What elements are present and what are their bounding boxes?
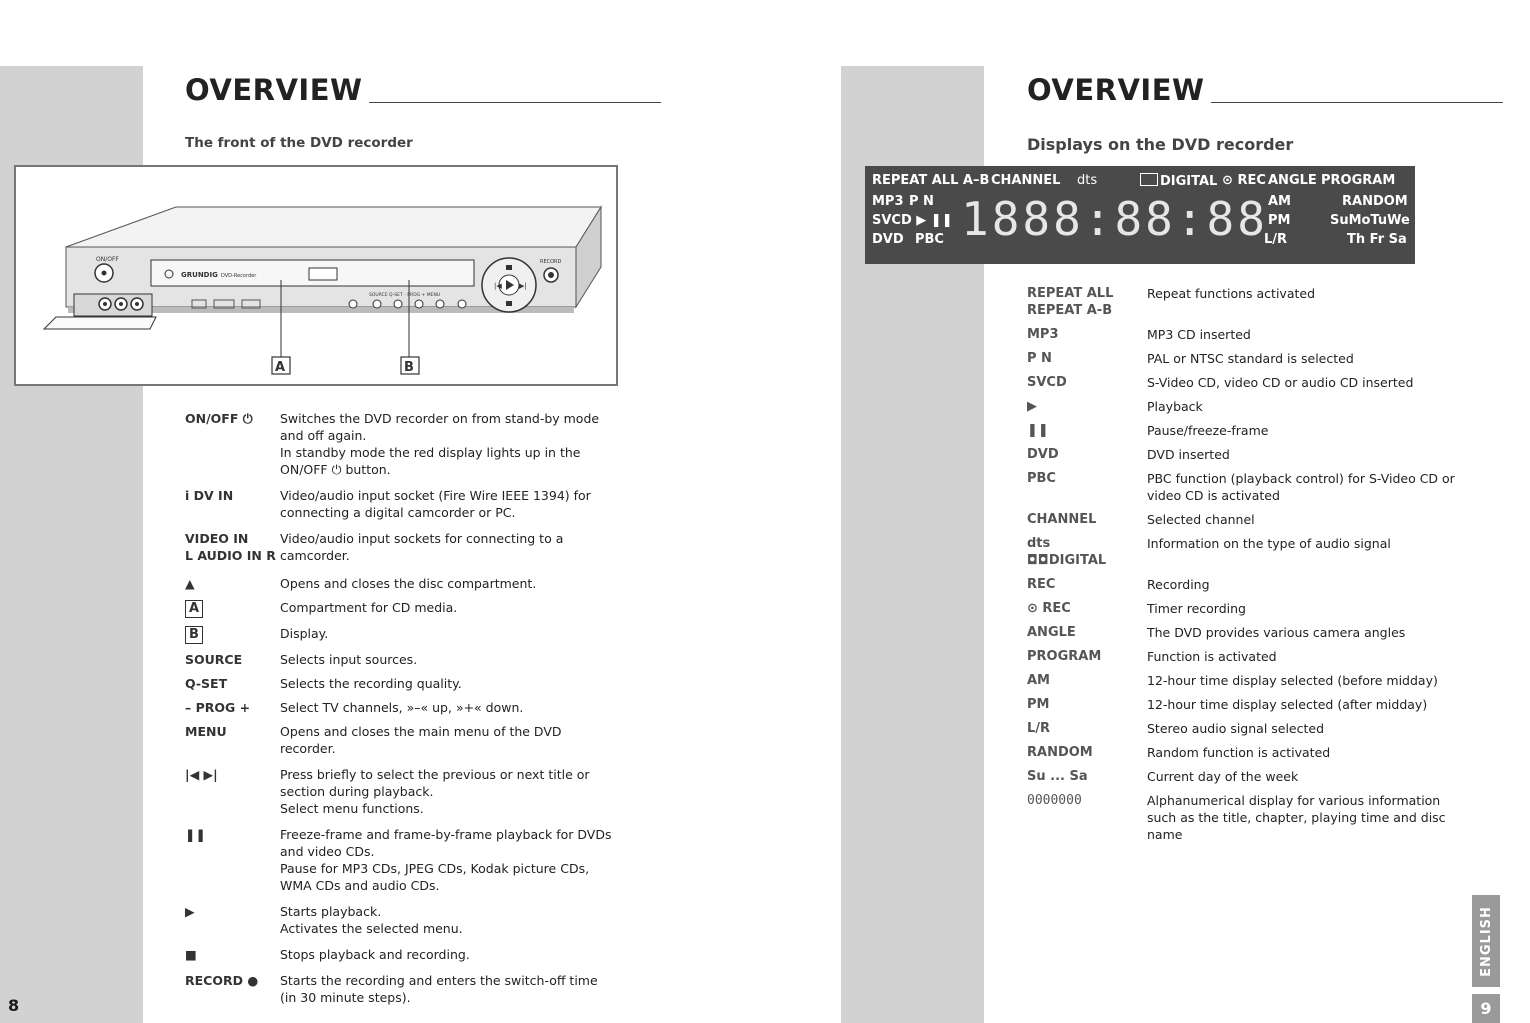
page-title: OVERVIEW xyxy=(185,73,363,107)
svg-text:▶|: ▶| xyxy=(519,282,527,290)
desc-line: In standby mode the red display lights up in the ON/OFF ⏻ button. xyxy=(280,445,581,477)
indicator-desc: Stereo audio signal selected xyxy=(1147,721,1325,736)
disp-repeat: REPEAT ALL A–B xyxy=(872,173,990,188)
list-item xyxy=(1027,624,1467,641)
callout-b: B xyxy=(404,360,414,375)
list-item xyxy=(185,699,617,716)
indicator-desc: Recording xyxy=(1147,577,1210,592)
list-item xyxy=(1027,326,1467,343)
indicator-key: P N xyxy=(1027,351,1052,366)
disp-am: AM xyxy=(1268,194,1291,209)
desc-line: Starts the recording and enters the switch-off time (in 30 minute steps). xyxy=(280,973,598,1005)
disp-dvd: DVD xyxy=(872,232,904,247)
indicator-desc: MP3 CD inserted xyxy=(1147,327,1251,342)
item-key: – PROG + xyxy=(185,700,251,715)
disp-pn: P N xyxy=(909,194,934,209)
item-key-wrap xyxy=(185,599,280,618)
item-key: ▶ xyxy=(185,904,195,919)
item-desc xyxy=(280,575,617,592)
item-key: RECORD ● xyxy=(185,973,259,988)
indicator-desc: DVD inserted xyxy=(1147,447,1230,462)
page-title-row xyxy=(1027,73,1503,107)
indicator-key: ▶ xyxy=(1027,399,1037,414)
indicator-desc: S-Video CD, video CD or audio CD inserted xyxy=(1147,375,1414,390)
item-key: ▲ xyxy=(185,576,195,591)
list-item xyxy=(1027,285,1467,319)
desc-line: Selects input sources. xyxy=(280,652,418,667)
language-tab-label: ENGLISH xyxy=(1478,905,1494,977)
desc-line: Select TV channels, »–« up, »+« down. xyxy=(280,700,524,715)
indicator-desc: Information on the type of audio signal xyxy=(1147,536,1391,551)
list-item xyxy=(1027,672,1467,689)
svg-text:|◀: |◀ xyxy=(494,282,502,290)
onoff-label: ON/OFF xyxy=(96,256,119,263)
list-item xyxy=(1027,446,1467,463)
desc-line: Activates the selected menu. xyxy=(280,921,463,936)
disp-svcd: SVCD ▶ ❚❚ xyxy=(872,213,953,228)
item-desc xyxy=(280,675,617,692)
indicator-key: L/R xyxy=(1027,721,1051,736)
language-tab xyxy=(1472,895,1500,987)
indicator-desc: 12-hour time display selected (before midday) xyxy=(1147,673,1438,688)
list-item xyxy=(185,575,617,592)
list-item xyxy=(1027,792,1467,843)
brand-text: GRUNDIG xyxy=(181,271,218,279)
item-desc xyxy=(280,903,617,937)
indicator-desc: The DVD provides various camera angles xyxy=(1147,625,1406,640)
item-desc xyxy=(280,410,617,478)
indicator-desc: Random function is activated xyxy=(1147,745,1331,760)
disp-timer-group xyxy=(1222,173,1266,188)
desc-line: Display. xyxy=(280,626,329,641)
indicator-key: ⊙ REC xyxy=(1027,601,1071,616)
list-item xyxy=(185,530,617,564)
indicator-desc: Function is activated xyxy=(1147,649,1277,664)
list-item xyxy=(1027,470,1467,504)
item-desc xyxy=(280,826,617,894)
item-desc xyxy=(280,530,617,564)
disp-dts: dts xyxy=(1077,173,1098,188)
title-rule xyxy=(369,102,662,103)
indicator-key: PM xyxy=(1027,697,1050,712)
display-indicators-list xyxy=(1027,285,1467,843)
desc-line: Stops playback and recording. xyxy=(280,947,470,962)
item-key: VIDEO IN L AUDIO IN R xyxy=(185,531,276,563)
list-item xyxy=(185,766,617,817)
disp-mp3: MP3 xyxy=(872,194,904,209)
record-label: RECORD xyxy=(540,259,562,265)
list-item xyxy=(185,625,617,644)
list-item xyxy=(185,826,617,894)
list-item xyxy=(1027,398,1467,415)
item-key: SOURCE xyxy=(185,652,243,667)
disp-digits: 1888:88:88 xyxy=(961,192,1268,246)
list-item xyxy=(185,675,617,692)
indicator-desc: PAL or NTSC standard is selected xyxy=(1147,351,1354,366)
list-item xyxy=(185,903,617,937)
model-text: DVD-Recorder xyxy=(221,273,257,279)
disp-days-1: SuMoTuWe xyxy=(1330,213,1410,228)
item-key-wrap xyxy=(185,625,280,644)
indicator-desc: PBC function (playback control) for S-Video CD or video CD is activated xyxy=(1147,471,1455,503)
list-item xyxy=(185,651,617,668)
indicator-desc: Current day of the week xyxy=(1147,769,1299,784)
indicator-desc: Alphanumerical display for various information such as the title, chapter, playing time and disc name xyxy=(1147,793,1446,842)
indicator-key: RANDOM xyxy=(1027,745,1093,760)
desc-line: Selects the recording quality. xyxy=(280,676,462,691)
disp-digital-group xyxy=(1140,173,1217,189)
desc-line: Select menu functions. xyxy=(280,801,424,816)
list-item xyxy=(1027,422,1467,439)
disp-program: PROGRAM xyxy=(1321,173,1396,188)
indicator-key: REC xyxy=(1027,577,1056,592)
list-item xyxy=(185,972,617,1006)
list-item xyxy=(1027,576,1467,593)
section-subtitle: The front of the DVD recorder xyxy=(185,135,413,151)
indicator-key: REPEAT ALL REPEAT A-B xyxy=(1027,286,1114,318)
dvd-recorder-illustration xyxy=(14,165,618,386)
indicator-key: MP3 xyxy=(1027,327,1059,342)
indicator-key: AM xyxy=(1027,673,1050,688)
callout-a: A xyxy=(275,360,286,375)
indicator-key: DVD xyxy=(1027,447,1059,462)
desc-line: Video/audio input socket (Fire Wire IEEE 1394) for connecting a digital camcorder or PC. xyxy=(280,488,591,520)
list-item xyxy=(1027,535,1467,569)
desc-line: Freeze-frame and frame-by-frame playback for DVDs and video CDs. xyxy=(280,827,612,859)
item-desc xyxy=(280,766,617,817)
disp-pbc: PBC xyxy=(915,232,944,247)
recorder-drawing xyxy=(16,167,616,384)
list-item xyxy=(185,487,617,521)
list-item xyxy=(1027,744,1467,761)
disp-angle: ANGLE xyxy=(1268,173,1317,188)
indicator-key: Su ... Sa xyxy=(1027,769,1088,784)
item-desc xyxy=(280,487,617,521)
indicator-key: PBC xyxy=(1027,471,1056,486)
item-key: A xyxy=(185,600,203,618)
disp-digital: DIGITAL xyxy=(1160,174,1218,189)
list-item xyxy=(1027,374,1467,391)
list-item xyxy=(1027,511,1467,528)
item-desc xyxy=(280,625,617,642)
disp-pm: PM xyxy=(1268,213,1291,228)
item-desc xyxy=(280,699,617,716)
item-desc xyxy=(280,946,617,963)
desc-line: Opens and closes the main menu of the DVD recorder. xyxy=(280,724,562,756)
indicator-desc: 12-hour time display selected (after midday) xyxy=(1147,697,1428,712)
page-right xyxy=(765,0,1530,1023)
desc-line: Pause for MP3 CDs, JPEG CDs, Kodak picture CDs, WMA CDs and audio CDs. xyxy=(280,861,590,893)
page-number: 9 xyxy=(1472,994,1500,1023)
indicator-desc: Selected channel xyxy=(1147,512,1255,527)
list-item xyxy=(185,946,617,963)
item-desc xyxy=(280,599,617,616)
item-key: ■ xyxy=(185,947,197,962)
desc-line: Compartment for CD media. xyxy=(280,600,458,615)
disp-days-2: Th Fr Sa xyxy=(1347,232,1407,247)
page-number: 8 xyxy=(8,996,20,1015)
indicator-desc: Timer recording xyxy=(1147,601,1246,616)
item-key: MENU xyxy=(185,724,227,739)
list-item xyxy=(1027,600,1467,617)
item-key: Q-SET xyxy=(185,676,228,691)
list-item xyxy=(1027,768,1467,785)
list-item xyxy=(185,599,617,618)
item-key: ON/OFF ⏻ xyxy=(185,411,253,426)
indicator-key: ANGLE xyxy=(1027,625,1076,640)
disp-channel: CHANNEL xyxy=(991,173,1061,188)
indicator-desc: Pause/freeze-frame xyxy=(1147,423,1269,438)
item-desc xyxy=(280,723,617,757)
item-key: |◀ ▶| xyxy=(185,767,218,782)
dolby-icon xyxy=(1140,173,1158,186)
item-key: i DV IN xyxy=(185,488,234,503)
item-key: B xyxy=(185,626,203,644)
indicator-key: SVCD xyxy=(1027,375,1067,390)
disp-random: RANDOM xyxy=(1342,194,1408,209)
title-rule xyxy=(1211,102,1504,103)
indicator-key: PROGRAM xyxy=(1027,649,1102,664)
list-item xyxy=(1027,696,1467,713)
desc-line: Video/audio input sockets for connecting to a camcorder. xyxy=(280,531,564,563)
desc-line: Press briefly to select the previous or next title or section during playback. xyxy=(280,767,590,799)
section-subtitle: Displays on the DVD recorder xyxy=(1027,135,1294,154)
indicator-key: CHANNEL xyxy=(1027,512,1097,527)
page-title-row xyxy=(185,73,661,107)
indicator-key: ❚❚ xyxy=(1027,423,1049,438)
desc-line: Starts playback. xyxy=(280,904,382,919)
clock-icon: ⊙ xyxy=(1222,173,1233,188)
display-panel xyxy=(865,166,1415,264)
disp-lr: L/R xyxy=(1264,232,1288,247)
list-item xyxy=(1027,350,1467,367)
desc-line: Switches the DVD recorder on from stand-by mode and off again. xyxy=(280,411,600,443)
disp-rec: REC xyxy=(1237,173,1266,188)
button-labels: SOURCE Q-SET - PROG + MENU xyxy=(369,293,441,298)
item-desc xyxy=(280,972,617,1006)
list-item xyxy=(185,723,617,757)
list-item xyxy=(1027,648,1467,665)
indicator-key: dts ◘◘DIGITAL xyxy=(1027,536,1107,568)
indicator-key: 0000000 xyxy=(1027,793,1082,808)
list-item xyxy=(185,410,617,478)
item-key: ❚❚ xyxy=(185,827,206,842)
indicator-desc: Playback xyxy=(1147,399,1203,414)
indicator-desc: Repeat functions activated xyxy=(1147,286,1316,301)
item-desc xyxy=(280,651,617,668)
page-title: OVERVIEW xyxy=(1027,73,1205,107)
desc-line: Opens and closes the disc compartment. xyxy=(280,576,537,591)
list-item xyxy=(1027,720,1467,737)
front-controls-list xyxy=(185,401,617,1006)
